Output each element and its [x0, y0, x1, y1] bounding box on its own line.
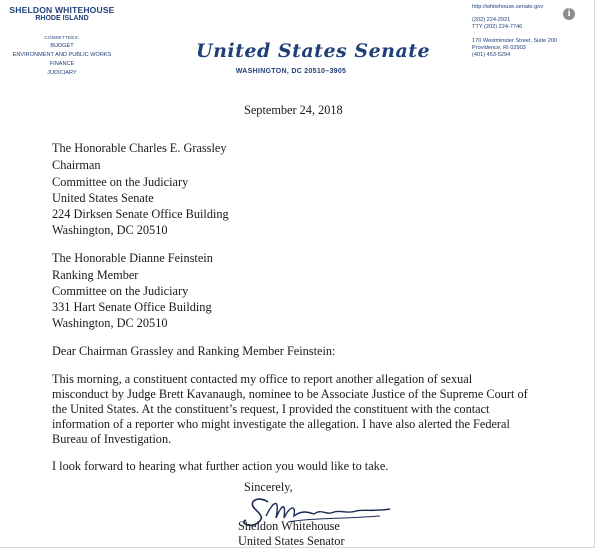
senate-location: WASHINGTON, DC 20510–3905	[235, 68, 347, 75]
committees-heading: COMMITTEES:	[44, 35, 80, 40]
committee-item: FINANCE	[49, 61, 75, 67]
closing-paragraph: I look forward to hearing what further action you would like to take.	[52, 459, 389, 473]
website: http://whitehouse.senate.gov	[472, 4, 544, 10]
committee-item: ENVIRONMENT AND PUBLIC WORKS	[12, 52, 112, 58]
paragraph-line: misconduct by Judge Brett Kavanaugh, nominee to be Associate Justice of the Supreme Court of	[52, 387, 528, 401]
letter-date: September 24, 2018	[244, 103, 343, 117]
recipient-line: Washington, DC 20510	[52, 223, 168, 237]
senator-state: RHODE ISLAND	[35, 15, 89, 22]
tty-phone: TTY (202) 224-7746	[472, 24, 523, 30]
senator-name: SHELDON WHITEHOUSE	[9, 5, 115, 15]
address-phone: (401) 453-5294	[472, 52, 511, 58]
paragraph-line: Bureau of Investigation.	[52, 432, 172, 446]
recipient-line: The Honorable Charles E. Grassley	[52, 141, 227, 155]
recipient-line: Chairman	[52, 158, 101, 172]
recipient-line: Ranking Member	[52, 268, 139, 282]
recipient-line: Washington, DC 20510	[52, 316, 168, 330]
phone: (202) 224-2921	[472, 17, 511, 23]
recipient-line: United States Senate	[52, 191, 154, 205]
salutation: Dear Chairman Grassley and Ranking Member Feinstein:	[52, 344, 336, 358]
committee-item: JUDICIARY	[47, 70, 77, 76]
address-line-2: Providence, RI 02903	[472, 45, 526, 51]
signer-title: United States Senator	[238, 534, 345, 548]
committee-item: BUDGET	[50, 43, 74, 49]
address-line-1: 170 Westminster Street, Suite 200	[472, 38, 558, 44]
recipient-line: Committee on the Judiciary	[52, 175, 189, 189]
recipient-line: 331 Hart Senate Office Building	[52, 300, 212, 314]
info-icon[interactable]: i	[563, 8, 575, 20]
paragraph-line: the United States. At the constituent’s request, I provided the constituent with the contact	[52, 402, 490, 416]
senate-title: United States Senate	[196, 40, 431, 62]
signer-name: Sheldon Whitehouse	[238, 519, 340, 533]
recipient-line: Committee on the Judiciary	[52, 284, 189, 298]
recipient-line: The Honorable Dianne Feinstein	[52, 251, 213, 265]
closing: Sincerely,	[244, 480, 293, 494]
paragraph-line: information of a reporter who might investigate the allegation. I have also alerted the Federal	[52, 417, 510, 431]
paragraph-line: This morning, a constituent contacted my office to report another allegation of sexual	[52, 372, 473, 386]
recipient-line: 224 Dirksen Senate Office Building	[52, 207, 229, 221]
